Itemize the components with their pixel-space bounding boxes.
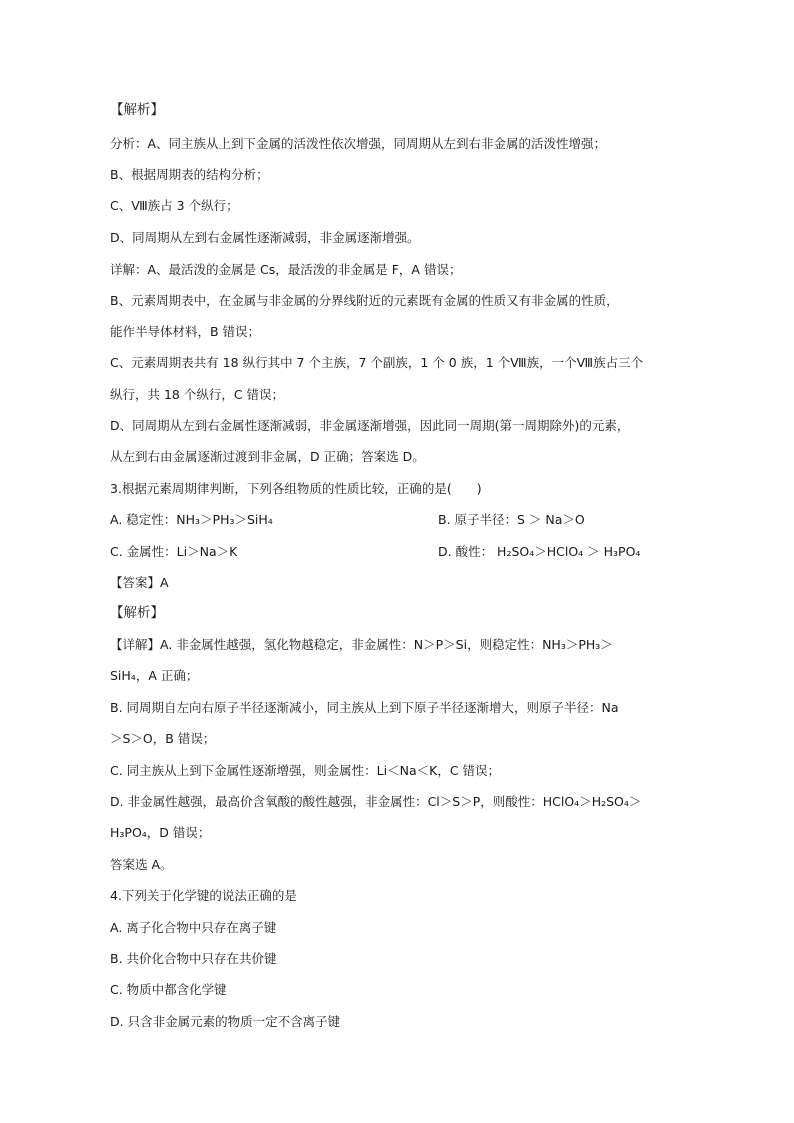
question-3-analysis-heading: 【解析】: [110, 605, 164, 621]
question-3-detail-c: C. 同主族从上到下金属性逐渐增强，则金属性：Li＜Na＜K，C 错误；: [110, 763, 501, 778]
question-3-detail-b2: ＞S＞O，B 错误；: [110, 731, 216, 746]
question-3-detail-a2: SiH₄，A 正确；: [110, 668, 199, 683]
question-3-option-a: A. 稳定性：NH₃＞PH₃＞SiH₄: [110, 512, 273, 527]
detail-line-c1: C、元素周期表共有 18 纵行其中 7 个主族，7 个副族，1 个 0 族，1 个Ⅷ族，一个Ⅷ族占三个: [110, 355, 644, 370]
question-4-stem: 4.下列关于化学键的说法正确的是: [110, 888, 297, 903]
question-3-option-b: B. 原子半径：S ＞ Na＞O: [438, 512, 585, 527]
detail-line-b1: B、元素周期表中，在金属与非金属的分界线附近的元素既有金属的性质又有非金属的性质，: [110, 293, 619, 308]
question-3-conclusion: 答案选 A。: [110, 857, 173, 872]
detail-line-c2: 纵行，共 18 个纵行，C 错误；: [110, 387, 285, 402]
question-4-option-a: A. 离子化合物中只存在离子键: [110, 920, 277, 935]
question-4-option-d: D. 只含非金属元素的物质一定不含离子键: [110, 1014, 341, 1029]
analysis-line-b: B、根据周期表的结构分析；: [110, 167, 269, 182]
question-4-option-b: B. 共价化合物中只存在共价键: [110, 951, 277, 966]
question-4-option-c: C. 物质中都含化学键: [110, 982, 227, 997]
detail-line-d2: 从左到右由金属逐渐过渡到非金属，D 正确；答案选 D。: [110, 449, 425, 464]
question-3-detail-d1: D. 非金属性越强，最高价含氧酸的酸性越强，非金属性：Cl＞S＞P，则酸性：HClO₄＞H₂SO₄＞: [110, 794, 642, 809]
question-3-answer: 【答案】A: [110, 575, 169, 590]
detail-line-a: 详解：A、最活泼的金属是 Cs，最活泼的非金属是 F，A 错误；: [110, 262, 462, 277]
detail-line-d1: D、同周期从左到右金属性逐渐减弱，非金属逐渐增强，因此同一周期(第一周期除外)的元素，: [110, 418, 630, 433]
analysis-line-d: D、同周期从左到右金属性逐渐减弱，非金属逐渐增强。: [110, 230, 420, 245]
question-3-detail-d2: H₃PO₄，D 错误；: [110, 825, 211, 840]
question-3-option-c: C. 金属性：Li＞Na＞K: [110, 544, 238, 559]
question-3-stem: 3.根据元素周期律判断，下列各组物质的性质比较，正确的是( ): [110, 481, 482, 496]
analysis-line-c: C、Ⅷ族占 3 个纵行；: [110, 198, 239, 213]
question-3-detail-b1: B. 同周期自左向右原子半径逐渐减小，同主族从上到下原子半径逐渐增大，则原子半径：Na: [110, 700, 619, 715]
question-3-detail-a1: 【详解】A. 非金属性越强，氢化物越稳定，非金属性：N＞P＞Si，则稳定性：NH₃＞PH₃＞: [110, 637, 613, 652]
detail-line-b2: 能作半导体材料，B 错误；: [110, 324, 261, 339]
question-3-option-d: D. 酸性： H₂SO₄＞HClO₄ ＞ H₃PO₄: [438, 544, 641, 559]
section-heading: 【解析】: [110, 102, 164, 118]
analysis-line-a: 分析：A、同主族从上到下金属的活泼性依次增强，同周期从左到右非金属的活泼性增强；: [110, 136, 607, 151]
